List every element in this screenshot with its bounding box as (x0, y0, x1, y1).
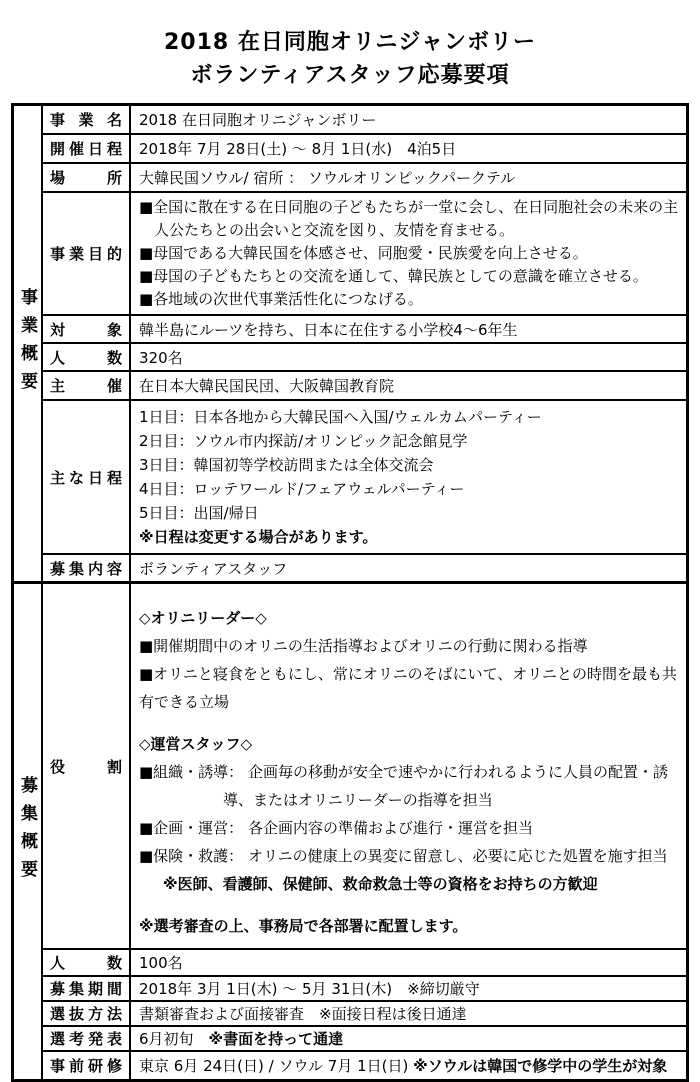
row-participant-count (43, 344, 686, 372)
row-recruit-type (43, 555, 686, 581)
row-roles-label: 役割 (43, 584, 131, 948)
text-line: 1日目：日本各地から大韓民国へ入国/ウェルカムパーティー (139, 408, 542, 426)
row-recruit-period (43, 977, 686, 1002)
row-place (43, 164, 686, 193)
section-business-vertical-label: 事業概要 (14, 106, 43, 581)
text-line: ■全国に散在する在日同胞の子どもたちが一堂に会し、在日同胞社会の未来の主人公たちとの出会いと交流を図り、友情を育ませる。 (139, 198, 679, 239)
row-project-name-value: 2018 在日同胞オリニジャンボリー (139, 111, 377, 129)
row-target-label: 対象 (43, 316, 131, 342)
row-target-value: 韓半島にルーツを持ち、日本に在住する小学校4～6年生 (139, 320, 518, 339)
text-line: 3日目：韓国初等学校訪問または全体交流会 (139, 456, 434, 474)
row-selection-announcement (43, 1027, 686, 1052)
document-title (0, 0, 700, 92)
row-main-schedule-value (131, 401, 686, 553)
row-pre-training-label: 事前研修 (43, 1052, 131, 1079)
text-line: ◇運営スタッフ◇ (139, 735, 253, 753)
text-line: ■オリニと寝食をともにし、常にオリニのそばにいて、オリニとの時間を最も共有できる立場 (139, 665, 677, 711)
row-roles (43, 584, 686, 950)
row-project-name (43, 106, 686, 135)
section-recruit-vertical-label: 募集概要 (14, 584, 43, 1079)
row-place-value: 大韓民国ソウル/ 宿所 ： ソウルオリンピックパークテル (139, 169, 516, 187)
row-host (43, 372, 686, 401)
text-line: ■保険・救護： オリニの健康上の異変に留意し、必要に応じた処置を施す担当 (139, 847, 668, 865)
text-line: ■母国である大韓民国を体感させ、同胞愛・民族愛を向上させる。 (139, 244, 588, 262)
text-line (139, 716, 682, 730)
text-line: 5日目：出国/帰日 (139, 504, 259, 522)
row-host-value: 在日本大韓民国民団、大阪韓国教育院 (139, 377, 395, 395)
text-line: 東京 6月 24日(日) / ソウル 7月 1日(日) ※ソウルは韓国で修学中の学生が対象 (139, 1057, 668, 1075)
row-pre-training (43, 1052, 686, 1079)
document-title-line2: ボランティアスタッフ応募要項 (190, 63, 510, 88)
text-line: 4日目：ロッテワールド/フェアウェルパーティー (139, 480, 465, 498)
row-selection-method-label: 選抜方法 (43, 1002, 131, 1025)
text-line: ■企画・運営： 各企画内容の準備および進行・運営を担当 (139, 819, 533, 837)
application-table (11, 103, 689, 1082)
section-business-rows (43, 106, 686, 581)
row-target (43, 316, 686, 344)
row-event-dates-label: 開催日程 (43, 135, 131, 162)
row-host-label: 主催 (43, 372, 131, 399)
row-event-dates-value: 2018年 7月 28日(土) ～ 8月 1日(水) 4泊5日 (139, 140, 457, 158)
row-pre-training-value (131, 1052, 686, 1079)
row-participant-count-label: 人数 (43, 344, 131, 370)
section-recruit-rows (43, 584, 686, 1079)
text-line: ※選考審査の上、事務局で各部署に配置します。 (139, 917, 468, 935)
row-participant-count-value: 320名 (139, 348, 183, 367)
section-recruit-overview (14, 581, 686, 1079)
row-staff-count (43, 950, 686, 977)
text-line: ※医師、看護師、保健師、救命救急士等の資格をお持ちの方歓迎 (163, 875, 598, 893)
section-business-overview (14, 106, 686, 581)
text-line: 2日目：ソウル市内探訪/オリンピック記念館見学 (139, 432, 468, 450)
row-main-schedule-label: 主な日程 (43, 401, 131, 553)
row-staff-count-value: 100名 (139, 954, 183, 972)
text-line: ■開催期間中のオリニの生活指導およびオリニの行動に関わる指導 (139, 637, 588, 655)
row-purpose-value (131, 193, 686, 314)
row-recruit-period-value: 2018年 3月 1日(木) ～ 5月 31日(木) ※締切厳守 (139, 980, 480, 998)
row-place-label: 場所 (43, 164, 131, 191)
row-purpose (43, 193, 686, 316)
text-line: ◇オリニリーダー◇ (139, 609, 267, 627)
row-recruit-period-label: 募集期間 (43, 977, 131, 1000)
row-event-dates (43, 135, 686, 164)
text-line: ■組織・誘導： 企画毎の移動が安全で速やかに行われるように人員の配置・誘導、またはオリニリーダーの指導を担当 (139, 763, 668, 809)
row-selection-method (43, 1002, 686, 1027)
row-selection-announcement-label: 選考発表 (43, 1027, 131, 1050)
text-line: ■母国の子どもたちとの交流を通して、韓民族としての意識を確立させる。 (139, 267, 648, 285)
row-staff-count-label: 人数 (43, 950, 131, 975)
row-recruit-type-value: ボランティアスタッフ (139, 559, 288, 578)
row-main-schedule (43, 401, 686, 555)
row-recruit-type-label: 募集内容 (43, 555, 131, 581)
row-roles-value (131, 584, 686, 948)
row-purpose-label: 事業目的 (43, 193, 131, 314)
row-project-name-label: 事業名 (43, 106, 131, 133)
row-selection-method-value: 書類審査および面接審査 ※面接日程は後日通達 (139, 1005, 467, 1023)
text-line: ※日程は変更する場合があります。 (139, 528, 378, 546)
text-line: 6月初旬 ※書面を持って通達 (139, 1030, 344, 1048)
text-line: ■各地域の次世代事業活性化につなげる。 (139, 290, 423, 308)
text-line (139, 898, 682, 912)
document-title-line1: 2018 在日同胞オリニジャンボリー (163, 30, 536, 55)
row-selection-announcement-value (131, 1027, 686, 1050)
